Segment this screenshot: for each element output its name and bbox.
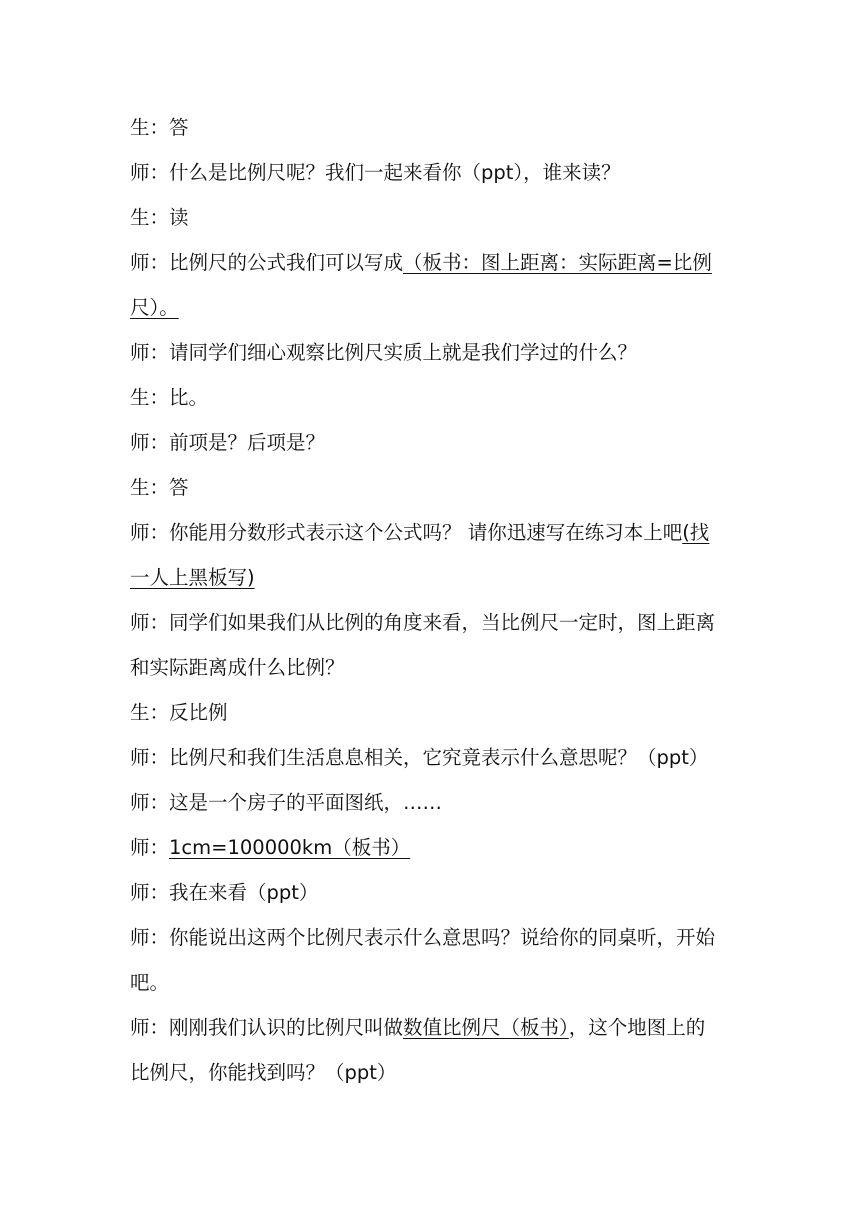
dialogue-line: 和实际距离成什么比例？ xyxy=(130,656,345,679)
dialogue-line: 师：你能用分数形式表示这个公式吗？ 请你迅速写在练习本上吧(找 xyxy=(130,521,710,544)
blackboard-note: (找 xyxy=(682,521,710,544)
dialogue-line xyxy=(130,567,740,589)
dialogue-line: 师：请同学们细心观察比例尺实质上就是我们学过的什么？ xyxy=(130,341,638,364)
blackboard-note: 1cm=100000km（板书） xyxy=(169,836,411,859)
dialogue-line: 师：1cm=100000km（板书） xyxy=(130,836,411,859)
dialogue-line: 生：比。 xyxy=(130,386,209,409)
dialogue-line: 比例尺，你能找到吗？（ppt） xyxy=(130,1061,397,1084)
blackboard-note: （板书：图上距离：实际距离=比例 xyxy=(403,251,712,274)
dialogue-line: 师：前项是？后项是？ xyxy=(130,431,326,454)
dialogue-line: 师：什么是比例尺呢？我们一起来看你（ppt），谁来读？ xyxy=(130,161,621,184)
dialogue-line: 师：同学们如果我们从比例的角度来看，当比例尺一定时，图上距离 xyxy=(130,611,716,634)
dialogue-line: 师：你能说出这两个比例尺表示什么意思吗？说给你的同桌听，开始 xyxy=(130,926,716,949)
blackboard-note: 尺）。 xyxy=(130,296,179,319)
blackboard-note: 一人上黑板写) xyxy=(130,566,255,589)
dialogue-line: 吧。 xyxy=(130,971,170,994)
dialogue-line: 师：比例尺和我们生活息息相关，它究竟表示什么意思呢？（ppt） xyxy=(130,746,709,769)
dialogue-line: 生：反比例 xyxy=(130,701,228,724)
dialogue-line: 师：刚刚我们认识的比例尺叫做数值比例尺（板书），这个地图上的 xyxy=(130,1016,706,1039)
dialogue-line: 师：这是一个房子的平面图纸，…… xyxy=(130,791,443,814)
blackboard-note: 数值比例尺（板书） xyxy=(403,1016,569,1039)
dialogue-line: 生：答 xyxy=(130,476,189,499)
dialogue-line: 师：比例尺的公式我们可以写成（板书：图上距离：实际距离=比例 xyxy=(130,251,712,274)
dialogue-line: 生：答 xyxy=(130,116,189,139)
dialogue-line xyxy=(130,297,740,319)
dialogue-line: 生：读 xyxy=(130,206,189,229)
dialogue-line: 师：我在来看（ppt） xyxy=(130,881,319,904)
